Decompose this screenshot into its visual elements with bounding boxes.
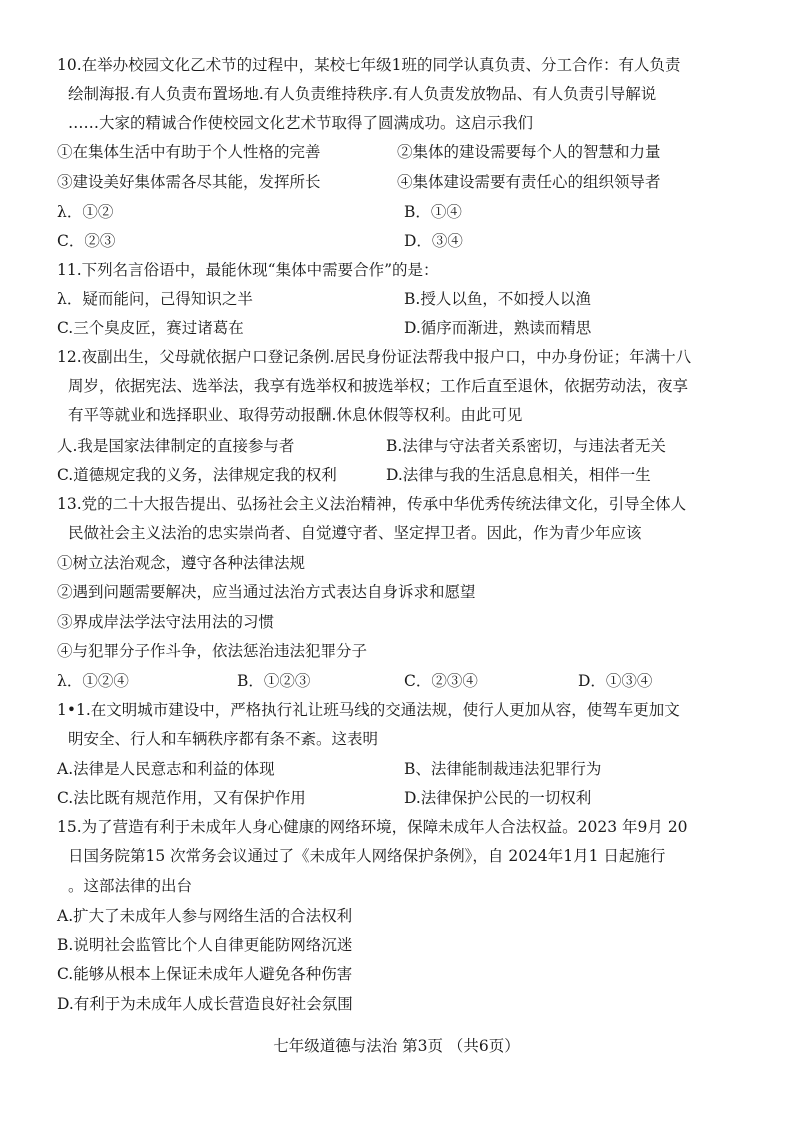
q10-option-b: B．①④: [404, 203, 462, 221]
q12-stem-line-3: 有平等就业和选择职业、取得劳动报酬.休息休假等权利。由此可见: [68, 406, 523, 424]
q14-option-c: C.法比既有规范作用，又有保护作用: [57, 789, 306, 807]
q10-statement-4: ④集体建设需要有责任心的组织领导者: [397, 173, 661, 191]
q13-option-d: D．①③④: [578, 672, 653, 690]
q15-option-a: A.扩大了未成年人参与网络生活的合法权利: [57, 907, 353, 925]
q15-stem-line-1: 15.为了营造有利于未成年人身心健康的网络环境，保障未成年人合法权益。2023 年9月 20: [57, 818, 688, 836]
q13-option-c: C．②③④: [404, 672, 478, 690]
q15-stem-line-3: 。这部法律的出台: [68, 877, 193, 895]
q14-option-b: B、法律能制裁违法犯罪行为: [404, 760, 602, 778]
q11-option-b: B.授人以鱼，不如授人以渔: [404, 290, 591, 308]
q10-stem-line-3: ……大家的精诚合作使校园文化艺术节取得了圆满成功。这启示我们: [68, 114, 534, 132]
q13-stem-line-2: 民做社会主义法治的忠实崇尚者、自觉遵守者、坚定捍卫者。因此，作为青少年应该: [68, 524, 642, 542]
q13-option-b: B．①②③: [237, 672, 311, 690]
q11-option-a: λ．疑而能问，己得知识之半: [57, 290, 253, 308]
q14-option-a: A.法律是人民意志和利益的体现: [57, 760, 275, 778]
q12-stem-line-1: 12.夜副出生，父母就依据户口登记条例.居民身份证法帮我中报户口，中办身份证；年满十八: [57, 348, 692, 366]
q15-option-b: B.说明社会监管比个人自律更能防网络沉迷: [57, 936, 353, 954]
q12-option-c: C.道德规定我的义务，法律规定我的权利: [57, 466, 337, 484]
q13-stem-line-1: 13.党的二十大报告提出、弘扬社会主义法治精神，传承中华优秀传统法律文化，引导全体人: [57, 495, 687, 513]
q10-statement-2: ②集体的建设需要每个人的智慧和力量: [397, 143, 661, 161]
q10-option-a: λ．①②: [57, 203, 114, 221]
q10-option-c: C．②③: [57, 232, 116, 250]
q14-stem-line-1: 1•1.在文明城市建设中，严格执行礼让班马线的交通法规，使行人更加从容，使驾车更加文: [57, 701, 680, 719]
q12-option-b: B.法律与守法者关系密切，与违法者无关: [386, 437, 666, 455]
q13-statement-4: ④与犯罪分子作斗争，依法惩治违法犯罪分子: [57, 642, 368, 660]
q11-option-d: D.循序而渐进，熟读而精思: [404, 319, 592, 337]
q13-statement-1: ①树立法治观念，遵守各种法律法规: [57, 554, 306, 572]
q11-option-c: C.三个臭皮匠，赛过诸葛在: [57, 319, 244, 337]
q10-statement-3: ③建设美好集体需各尽其能，发挥所长: [57, 173, 321, 191]
q10-stem-line-2: 绘制海报.有人负责布置场地.有人负责维持秩序.有人负责发放物品、有人负责引导解说: [68, 85, 657, 103]
q13-option-a: λ．①②④: [57, 672, 129, 690]
q15-option-c: C.能够从根本上保证未成年人避免各种伤害: [57, 965, 353, 983]
q14-option-d: D.法律保护公民的一切权利: [404, 789, 592, 807]
q14-stem-line-2: 明安全、行人和车辆秩序都有条不紊。这表明: [68, 730, 379, 748]
q10-statement-1: ①在集体生活中有助于个人性格的完善: [57, 143, 321, 161]
q11-stem: 11.下列名言俗语中，最能休现“集体中需要合作”的是：: [57, 261, 439, 279]
q10-option-d: D．③④: [404, 232, 463, 250]
q15-stem-line-2: 日国务院第15 次常务会议通过了《未成年人网络保护条例》，自 2024年1月1 日起施行: [68, 847, 666, 865]
q13-statement-3: ③界成岸法学法守法用法的习惯: [57, 613, 275, 631]
q12-stem-line-2: 周岁，依据宪法、选举法，我享有选举权和披选举权；工作后直至退休，依据劳动法，夜享: [68, 377, 689, 395]
q15-option-d: D.有利于为未成年人成长营造良好社会氛围: [57, 995, 353, 1013]
q12-option-a: 人.我是国家法律制定的直接参与者: [57, 437, 295, 455]
q10-stem-line-1: 10.在举办校园文化乙术节的过程中，某校七年级1班的同学认真负责、分工合作：有人负责: [57, 56, 681, 74]
q12-option-d: D.法律与我的生活息息相关，相伴一生: [386, 466, 651, 484]
q13-statement-2: ②遇到问题需要解决，应当通过法治方式表达自身诉求和愿望: [57, 583, 476, 601]
page-footer: 七年级道德与法治 第3页 （共6页）: [273, 1037, 520, 1055]
